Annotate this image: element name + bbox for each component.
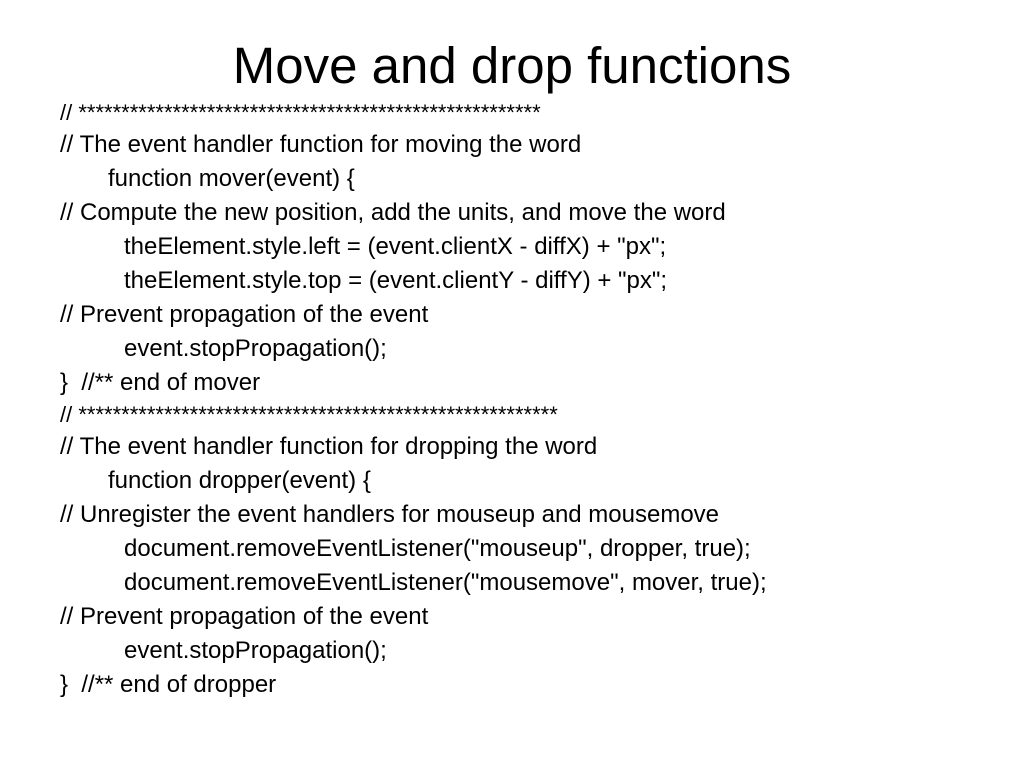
code-line: // Compute the new position, add the units, and move the word <box>60 199 726 226</box>
code-line: // The event handler function for dropping the word <box>60 433 598 460</box>
code-line: } //** end of dropper <box>60 671 277 698</box>
code-line: // Unregister the event handlers for mouseup and mousemove <box>60 501 720 528</box>
code-line: function dropper(event) { <box>108 467 371 494</box>
code-line: function mover(event) { <box>108 165 355 192</box>
slide-title: Move and drop functions <box>232 37 792 94</box>
code-line: // ****************************************************** <box>60 100 541 125</box>
code-line: theElement.style.top = (event.clientY - diffY) + "px"; <box>124 267 668 294</box>
code-line: document.removeEventListener("mousemove", mover, true); <box>124 569 767 596</box>
code-line: event.stopPropagation(); <box>124 637 387 664</box>
code-line: // ******************************************************** <box>60 402 558 427</box>
code-line: event.stopPropagation(); <box>124 335 387 362</box>
code-line: theElement.style.left = (event.clientX - diffX) + "px"; <box>124 233 667 260</box>
code-line: // Prevent propagation of the event <box>60 301 429 328</box>
code-line: } //** end of mover <box>60 369 261 396</box>
code-line: // The event handler function for moving the word <box>60 131 582 158</box>
code-line: // Prevent propagation of the event <box>60 603 429 630</box>
code-listing <box>60 98 1010 702</box>
code-line: document.removeEventListener("mouseup", dropper, true); <box>124 535 751 562</box>
